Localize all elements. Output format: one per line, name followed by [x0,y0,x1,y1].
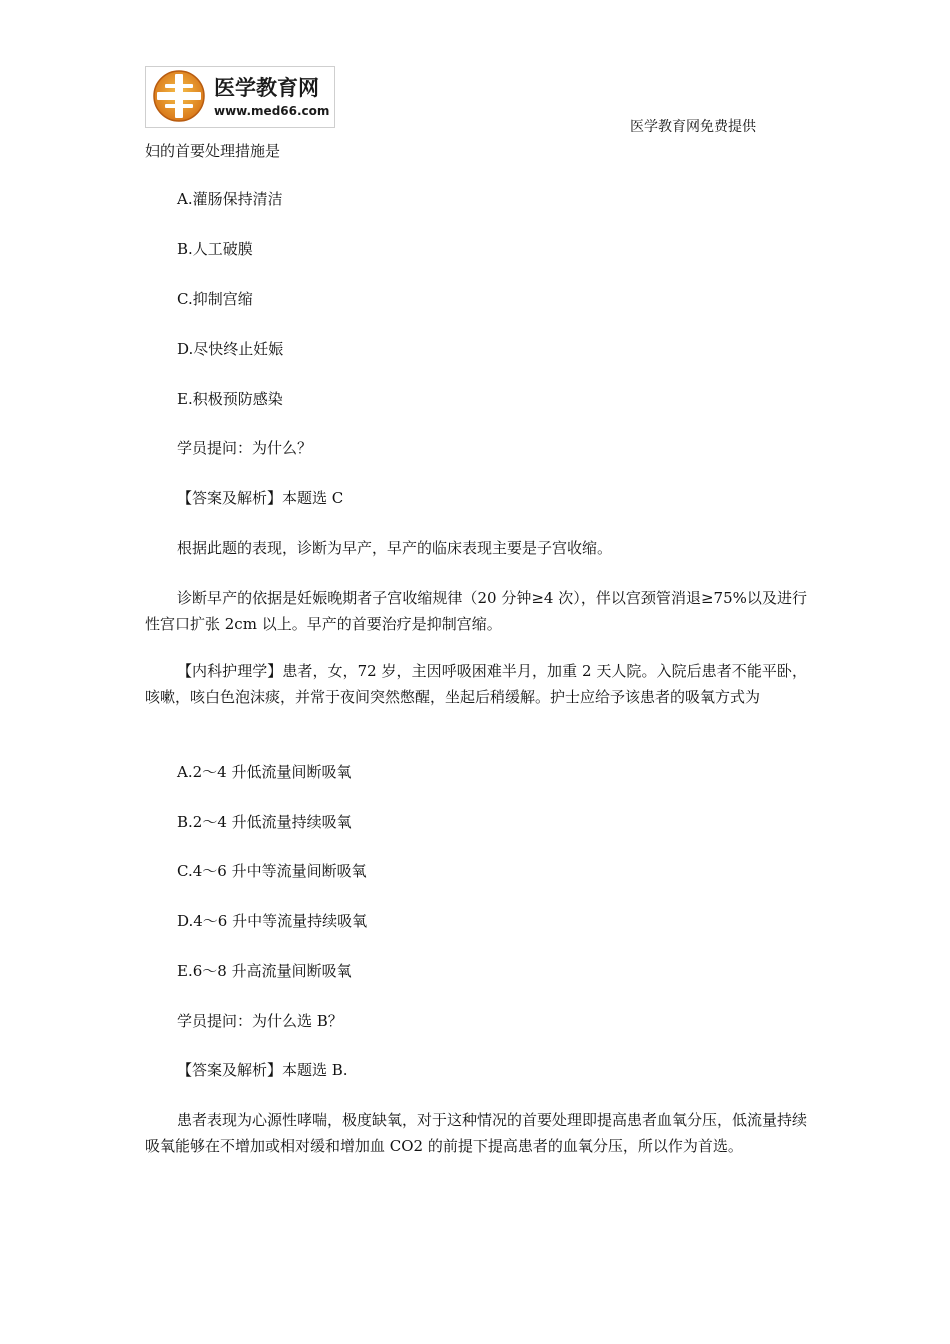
question-1-answer: 【答案及解析】本题选 C [177,489,344,507]
question-1-explanation-1: 根据此题的表现，诊断为早产，早产的临床表现主要是子宫收缩。 [177,539,613,557]
question-1-stem: 妇的首要处理措施是 [145,142,281,160]
question-2-option-a: A.2～4 升低流量间断吸氧 [177,763,352,781]
logo-graphic [146,67,334,127]
header-provider-note: 医学教育网免费提供 [630,119,756,135]
question-1-option-d: D.尽快终止妊娠 [177,340,284,358]
question-2-option-c: C.4～6 升中等流量间断吸氧 [177,862,367,880]
question-2-option-e: E.6～8 升高流量间断吸氧 [177,962,352,980]
question-2-answer: 【答案及解析】本题选 B. [177,1061,348,1079]
logo-title: 医学教育网 [214,76,319,100]
cross-emblem-icon [154,71,204,121]
question-2-option-b: B.2～4 升低流量持续吸氧 [177,813,352,831]
question-1-option-a: A.灌肠保持清洁 [177,190,283,208]
question-1-student-question: 学员提问：为什么？ [177,439,313,457]
question-1-option-e: E.积极预防感染 [177,390,283,408]
question-2-option-d: D.4～6 升中等流量持续吸氧 [177,912,368,930]
question-1-explanation-2: 诊断早产的依据是妊娠晚期者子宫收缩规律（20 分钟≥4 次），伴以宫颈管消退≥75%以及进行性宫口扩张 2cm 以上。早产的首要治疗是抑制宫缩。 [145,589,807,633]
question-2-stem: 【内科护理学】患者，女，72 岁，主因呼吸困难半月，加重 2 天人院。入院后患者不能平卧，咳嗽，咳白色泡沫痰，并常于夜间突然憋醒，坐起后稍缓解。护士应给予该患者的吸氧方式为 [145,662,807,706]
site-logo[interactable] [145,66,335,128]
question-1-option-b: B.人工破膜 [177,240,253,258]
question-2-explanation: 患者表现为心源性哮喘，极度缺氧，对于这种情况的首要处理即提高患者血氧分压，低流量持续吸氧能够在不增加或相对缓和增加血 CO2 的前提下提高患者的血氧分压，所以作为首选。 [145,1111,808,1155]
question-2-student-question: 学员提问：为什么选 B？ [177,1012,343,1030]
logo-url: www.med66.com [214,104,330,118]
question-1-option-c: C.抑制宫缩 [177,290,253,308]
